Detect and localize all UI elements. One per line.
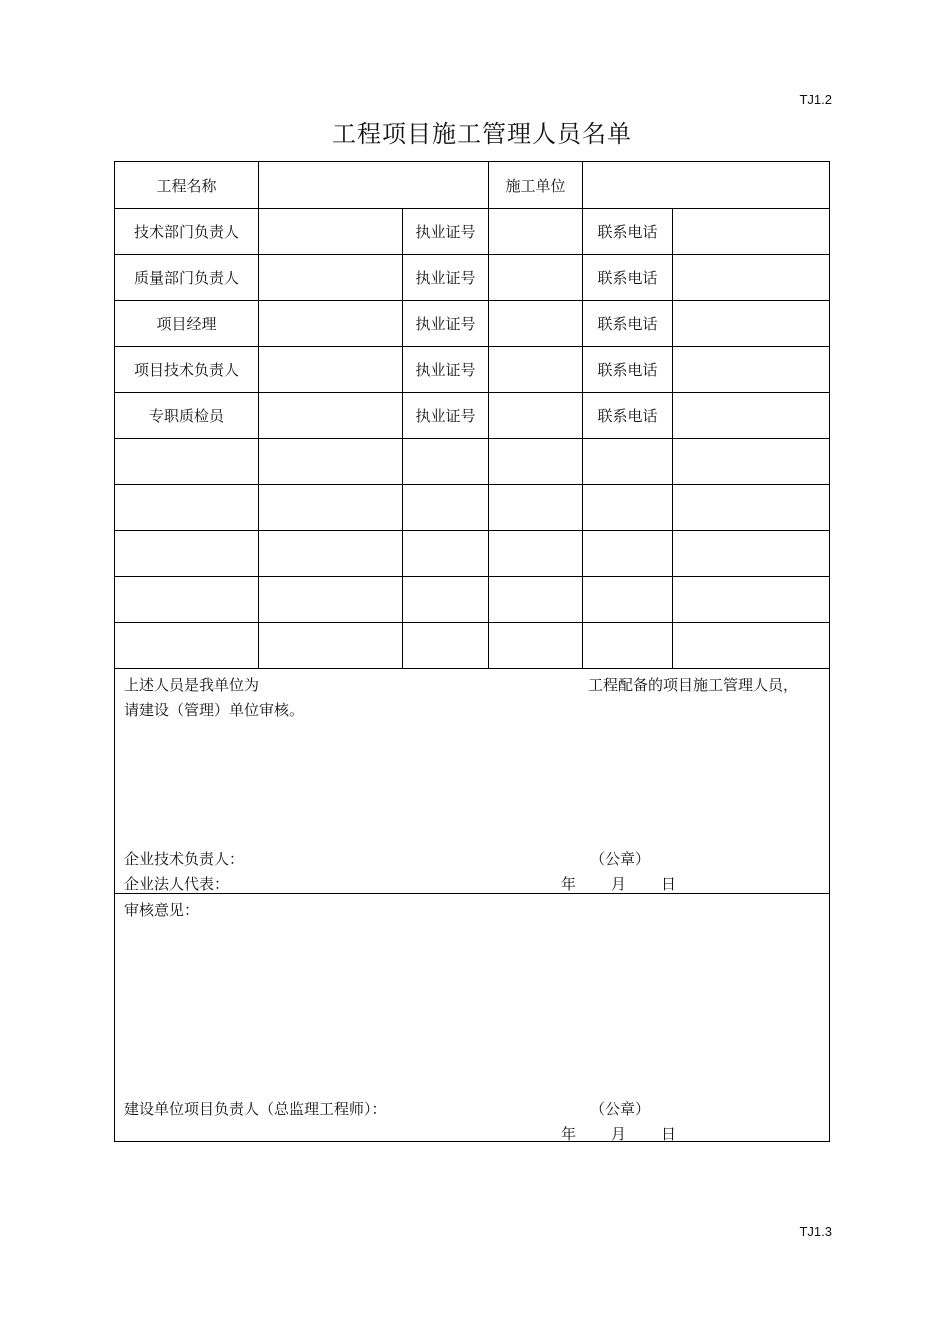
empty-cell[interactable] <box>403 622 488 668</box>
empty-cell[interactable] <box>115 622 258 668</box>
empty-cell[interactable] <box>583 438 672 484</box>
declaration-line2: 请建设（管理）单位审核。 <box>124 701 305 719</box>
empty-cell[interactable] <box>583 622 672 668</box>
section-divider <box>115 668 829 669</box>
phone-field[interactable] <box>673 392 829 438</box>
phone-label: 联系电话 <box>597 314 658 333</box>
contractor-field[interactable] <box>583 162 829 208</box>
role-name-field[interactable] <box>259 254 402 300</box>
empty-cell[interactable] <box>115 576 258 622</box>
cert-no-label: 执业证号 <box>415 360 476 379</box>
phone-label: 联系电话 <box>597 360 658 379</box>
staff-roster-form <box>114 161 830 1142</box>
date-month: 月 <box>611 875 627 893</box>
empty-cell[interactable] <box>673 576 829 622</box>
cert-no-field[interactable] <box>489 254 582 300</box>
empty-cell[interactable] <box>115 484 258 530</box>
empty-cell[interactable] <box>489 576 582 622</box>
cert-no-label: 执业证号 <box>415 222 476 241</box>
empty-cell[interactable] <box>403 576 488 622</box>
empty-cell[interactable] <box>673 622 829 668</box>
review-date-month: 月 <box>611 1125 627 1143</box>
project-name-field[interactable] <box>259 162 488 208</box>
project-name-label: 工程名称 <box>156 176 217 195</box>
empty-cell[interactable] <box>583 576 672 622</box>
cert-no-label: 执业证号 <box>415 314 476 333</box>
declaration-line1-left: 上述人员是我单位为 <box>124 676 260 694</box>
empty-cell[interactable] <box>259 576 402 622</box>
declaration-line1-right: 工程配备的项目施工管理人员， <box>588 676 799 694</box>
cert-no-field[interactable] <box>489 208 582 254</box>
role-label: 专职质检员 <box>148 406 224 425</box>
role-name-field[interactable] <box>259 346 402 392</box>
legal-rep-label: 企业法人代表： <box>124 875 230 893</box>
empty-cell[interactable] <box>259 484 402 530</box>
phone-field[interactable] <box>673 346 829 392</box>
role-name-field[interactable] <box>259 300 402 346</box>
form-code-bottom: TJ1.3 <box>799 1224 832 1239</box>
phone-label: 联系电话 <box>597 268 658 287</box>
empty-cell[interactable] <box>673 438 829 484</box>
phone-label: 联系电话 <box>597 406 658 425</box>
empty-cell[interactable] <box>259 622 402 668</box>
empty-cell[interactable] <box>259 438 402 484</box>
supervisor-signer-label: 建设单位项目负责人（总监理工程师）： <box>124 1100 387 1118</box>
empty-cell[interactable] <box>583 484 672 530</box>
company-seal: （公章） <box>590 850 651 868</box>
empty-cell[interactable] <box>673 530 829 576</box>
phone-field[interactable] <box>673 208 829 254</box>
tech-head-label: 企业技术负责人： <box>124 850 245 868</box>
empty-cell[interactable] <box>489 438 582 484</box>
phone-label: 联系电话 <box>597 222 658 241</box>
empty-cell[interactable] <box>489 622 582 668</box>
empty-cell[interactable] <box>489 484 582 530</box>
page-title: 工程项目施工管理人员名单 <box>332 120 632 148</box>
phone-field[interactable] <box>673 300 829 346</box>
role-label: 技术部门负责人 <box>133 222 239 241</box>
date-day: 日 <box>661 875 677 893</box>
role-name-field[interactable] <box>259 392 402 438</box>
empty-cell[interactable] <box>115 530 258 576</box>
empty-cell[interactable] <box>259 530 402 576</box>
form-code-top: TJ1.2 <box>799 92 832 107</box>
role-label: 质量部门负责人 <box>133 268 239 287</box>
role-label: 项目技术负责人 <box>133 360 239 379</box>
cert-no-field[interactable] <box>489 346 582 392</box>
date-year: 年 <box>561 875 577 893</box>
empty-cell[interactable] <box>403 484 488 530</box>
cert-no-label: 执业证号 <box>415 406 476 425</box>
review-opinion-label: 审核意见： <box>124 901 200 919</box>
cert-no-field[interactable] <box>489 392 582 438</box>
contractor-label: 施工单位 <box>505 176 566 195</box>
empty-cell[interactable] <box>673 484 829 530</box>
role-label: 项目经理 <box>156 314 217 333</box>
empty-cell[interactable] <box>115 438 258 484</box>
empty-cell[interactable] <box>583 530 672 576</box>
empty-cell[interactable] <box>403 530 488 576</box>
review-seal: （公章） <box>590 1100 651 1118</box>
empty-cell[interactable] <box>403 438 488 484</box>
phone-field[interactable] <box>673 254 829 300</box>
cert-no-label: 执业证号 <box>415 268 476 287</box>
empty-cell[interactable] <box>489 530 582 576</box>
cert-no-field[interactable] <box>489 300 582 346</box>
review-date-year: 年 <box>561 1125 577 1143</box>
review-date-day: 日 <box>661 1125 677 1143</box>
role-name-field[interactable] <box>259 208 402 254</box>
